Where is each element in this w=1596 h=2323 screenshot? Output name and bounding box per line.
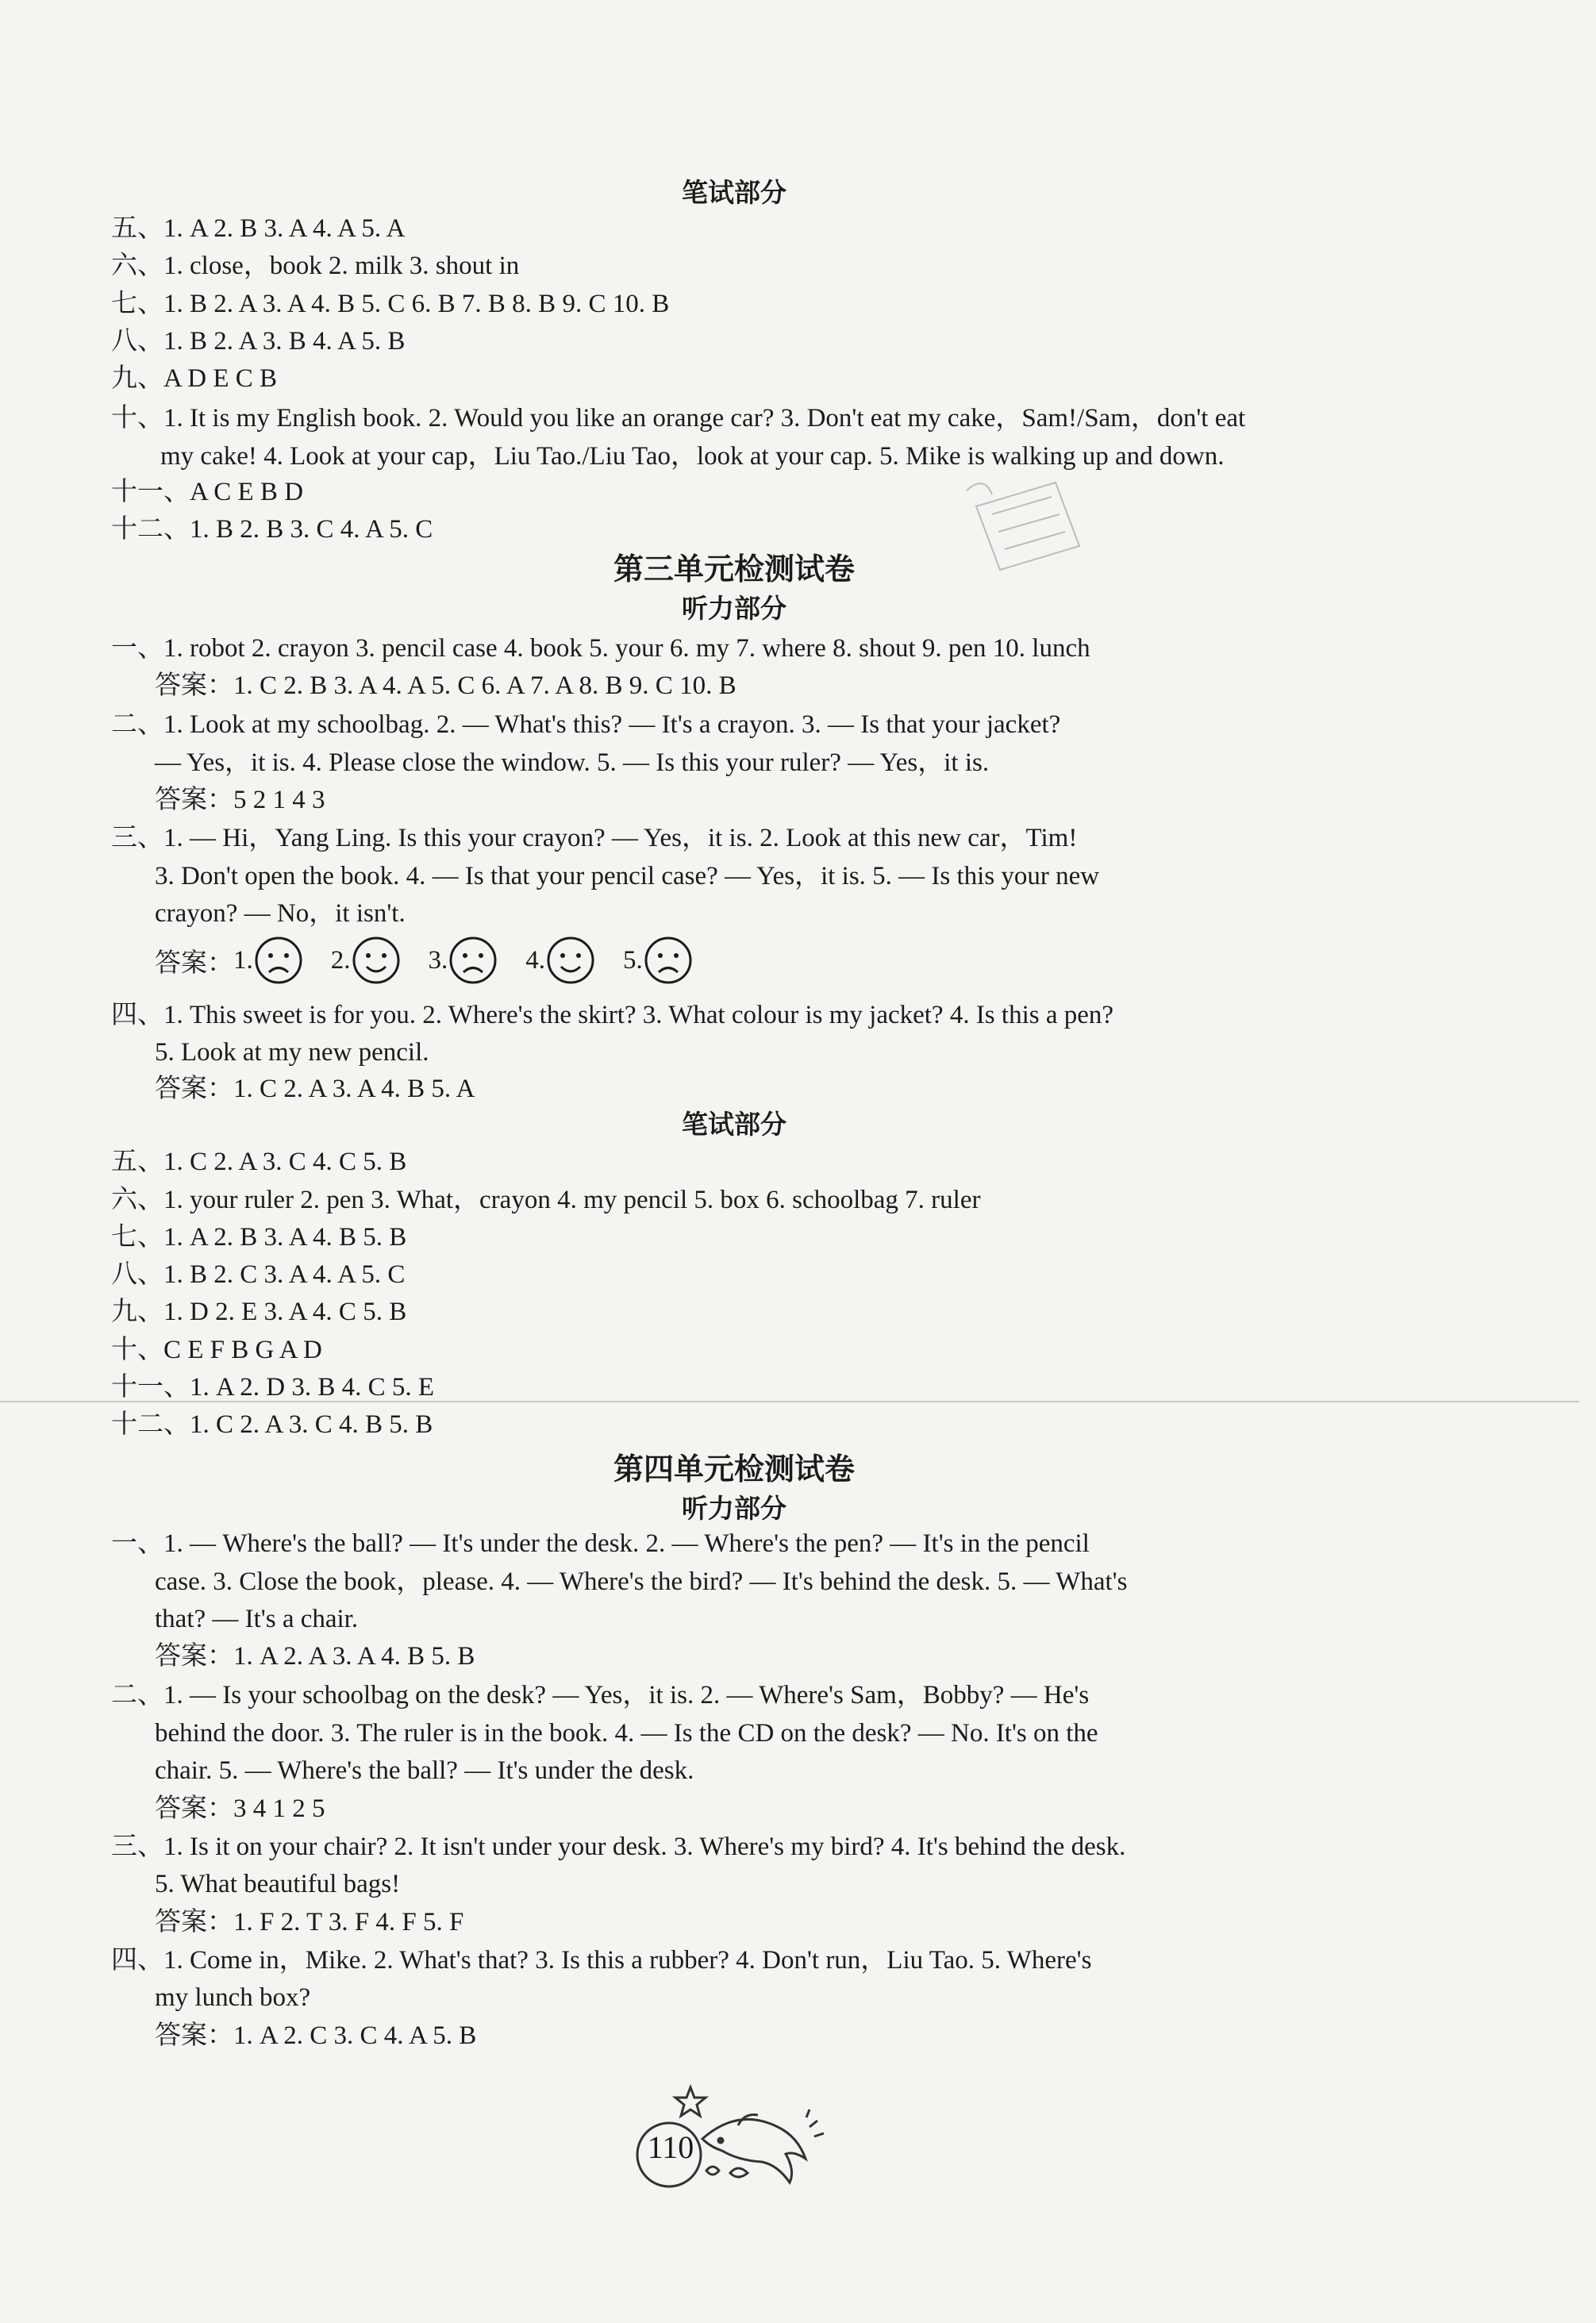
answer-line: 八、1. B 2. C 3. A 4. A 5. C xyxy=(111,1260,406,1289)
answer-line: 九、A D E C B xyxy=(111,364,278,393)
answer-line: 十二、1. B 2. B 3. C 4. A 5. C xyxy=(111,515,433,544)
answer-line: that? — It's a chair. xyxy=(155,1605,359,1633)
answer-line: 十二、1. C 2. A 3. C 4. B 5. B xyxy=(111,1410,433,1439)
face-label: 5. xyxy=(623,945,643,975)
section-heading-written: 笔试部分 xyxy=(682,177,786,208)
answer-line: 七、1. A 2. B 3. A 4. B 5. B xyxy=(111,1223,407,1252)
page-number: 110 xyxy=(647,2129,694,2165)
answer-key: 答案：1. C 2. A 3. A 4. B 5. A xyxy=(155,1075,475,1103)
answer-key: 答案：1. A 2. C 3. C 4. A 5. B xyxy=(155,2021,477,2050)
answer-line: 5. Look at my new pencil. xyxy=(155,1038,429,1067)
answer-line: 五、1. C 2. A 3. C 4. C 5. B xyxy=(111,1148,407,1176)
happy-face-icon xyxy=(351,935,402,986)
sad-face-icon xyxy=(448,935,498,986)
answer-line: 二、1. Look at my schoolbag. 2. — What's this? — It's a crayon. 3. — Is that your jacket? xyxy=(111,710,1061,739)
answer-line: 十一、1. A 2. D 3. B 4. C 5. E xyxy=(111,1373,435,1402)
sad-face-icon xyxy=(643,935,694,986)
answer-key: 答案：1. A 2. A 3. A 4. B 5. B xyxy=(155,1642,475,1671)
answer-key: 答案：3 4 1 2 5 xyxy=(155,1794,325,1823)
face-label: 2. xyxy=(330,945,351,975)
sad-face-icon xyxy=(253,935,304,986)
answer-line: 四、1. Come in，Mike. 2. What's that? 3. Is this a rubber? 4. Don't run，Liu Tao. 5. Where's xyxy=(111,1946,1092,1975)
answer-key: 答案：5 2 1 4 3 xyxy=(155,786,325,814)
fold-line xyxy=(0,1401,1579,1402)
answer-line: 七、1. B 2. A 3. A 4. B 5. C 6. B 7. B 8. B 9. C 10. B xyxy=(111,290,670,318)
answer-line: crayon? — No，it isn't. xyxy=(155,899,406,928)
answer-line: case. 3. Close the book，please. 4. — Where's the bird? — It's behind the desk. 5. — What's xyxy=(155,1567,1128,1596)
answer-line: 三、1. Is it on your chair? 2. It isn't under your desk. 3. Where's my bird? 4. It's behind the desk. xyxy=(111,1833,1126,1861)
unit-3-title: 第三单元检测试卷 xyxy=(613,552,855,587)
answer-line: my lunch box? xyxy=(155,1983,311,2012)
section-heading-listening: 听力部分 xyxy=(682,593,786,624)
answer-line: 十一、A C E B D xyxy=(111,478,304,506)
face-label: 1. xyxy=(233,945,253,975)
face-label: 4. xyxy=(525,945,545,975)
answer-line: 六、1. close，book 2. milk 3. shout in xyxy=(111,252,520,280)
answer-line: chair. 5. — Where's the ball? — It's under the desk. xyxy=(155,1756,694,1785)
answer-line: 四、1. This sweet is for you. 2. Where's the skirt? 3. What colour is my jacket? 4. Is this a pen? xyxy=(111,1001,1114,1029)
answer-line: 一、1. robot 2. crayon 3. pencil case 4. book 5. your 6. my 7. where 8. shout 9. pen 10. lunch xyxy=(111,634,1090,663)
answer-line: 3. Don't open the book. 4. — Is that your pencil case? — Yes，it is. 5. — Is this your new xyxy=(155,862,1100,890)
answer-line: behind the door. 3. The ruler is in the book. 4. — Is the CD on the desk? — No. It's on the xyxy=(155,1719,1098,1748)
answer-line: 六、1. your ruler 2. pen 3. What，crayon 4. my pencil 5. box 6. schoolbag 7. ruler xyxy=(111,1186,981,1214)
section-heading-written: 笔试部分 xyxy=(682,1109,786,1140)
happy-face-icon xyxy=(545,935,596,986)
answer-line: 八、1. B 2. A 3. B 4. A 5. B xyxy=(111,327,406,356)
answer-key: 答案：1. C 2. B 3. A 4. A 5. C 6. A 7. A 8. B 9. C 10. B xyxy=(155,671,736,700)
answer-line: 5. What beautiful bags! xyxy=(155,1870,401,1898)
face-label: 3. xyxy=(428,945,448,975)
answer-line: 五、1. A 2. B 3. A 4. A 5. A xyxy=(111,214,406,243)
answer-line: 二、1. — Is your schoolbag on the desk? — Yes，it is. 2. — Where's Sam，Bobby? — He's xyxy=(111,1681,1090,1710)
answer-line: — Yes，it is. 4. Please close the window. 5. — Is this your ruler? — Yes，it is. xyxy=(155,748,990,777)
answer-line: 一、1. — Where's the ball? — It's under the desk. 2. — Where's the pen? — It's in the pencil xyxy=(111,1529,1090,1558)
answer-line: 三、1. — Hi，Yang Ling. Is this your crayon? — Yes，it is. 2. Look at this new car，Tim! xyxy=(111,824,1078,852)
homework-stamp-icon xyxy=(960,459,1095,578)
answer-key-prefix: 答案： xyxy=(155,948,233,978)
answer-line: my cake! 4. Look at your cap，Liu Tao./Liu Tao，look at your cap. 5. Mike is walking up and down. xyxy=(160,442,1225,471)
answer-line: 十、1. It is my English book. 2. Would you like an orange car? 3. Don't eat my cake，Sam!/Sam，don't eat xyxy=(111,404,1246,433)
answer-line: 十、C E F B G A D xyxy=(111,1336,322,1364)
faces-answer-row xyxy=(155,935,721,986)
section-heading-listening: 听力部分 xyxy=(682,1493,786,1524)
answer-key: 答案：1. F 2. T 3. F 4. F 5. F xyxy=(155,1908,464,1936)
unit-4-title: 第四单元检测试卷 xyxy=(613,1452,855,1486)
answer-line: 九、1. D 2. E 3. A 4. C 5. B xyxy=(111,1298,407,1326)
